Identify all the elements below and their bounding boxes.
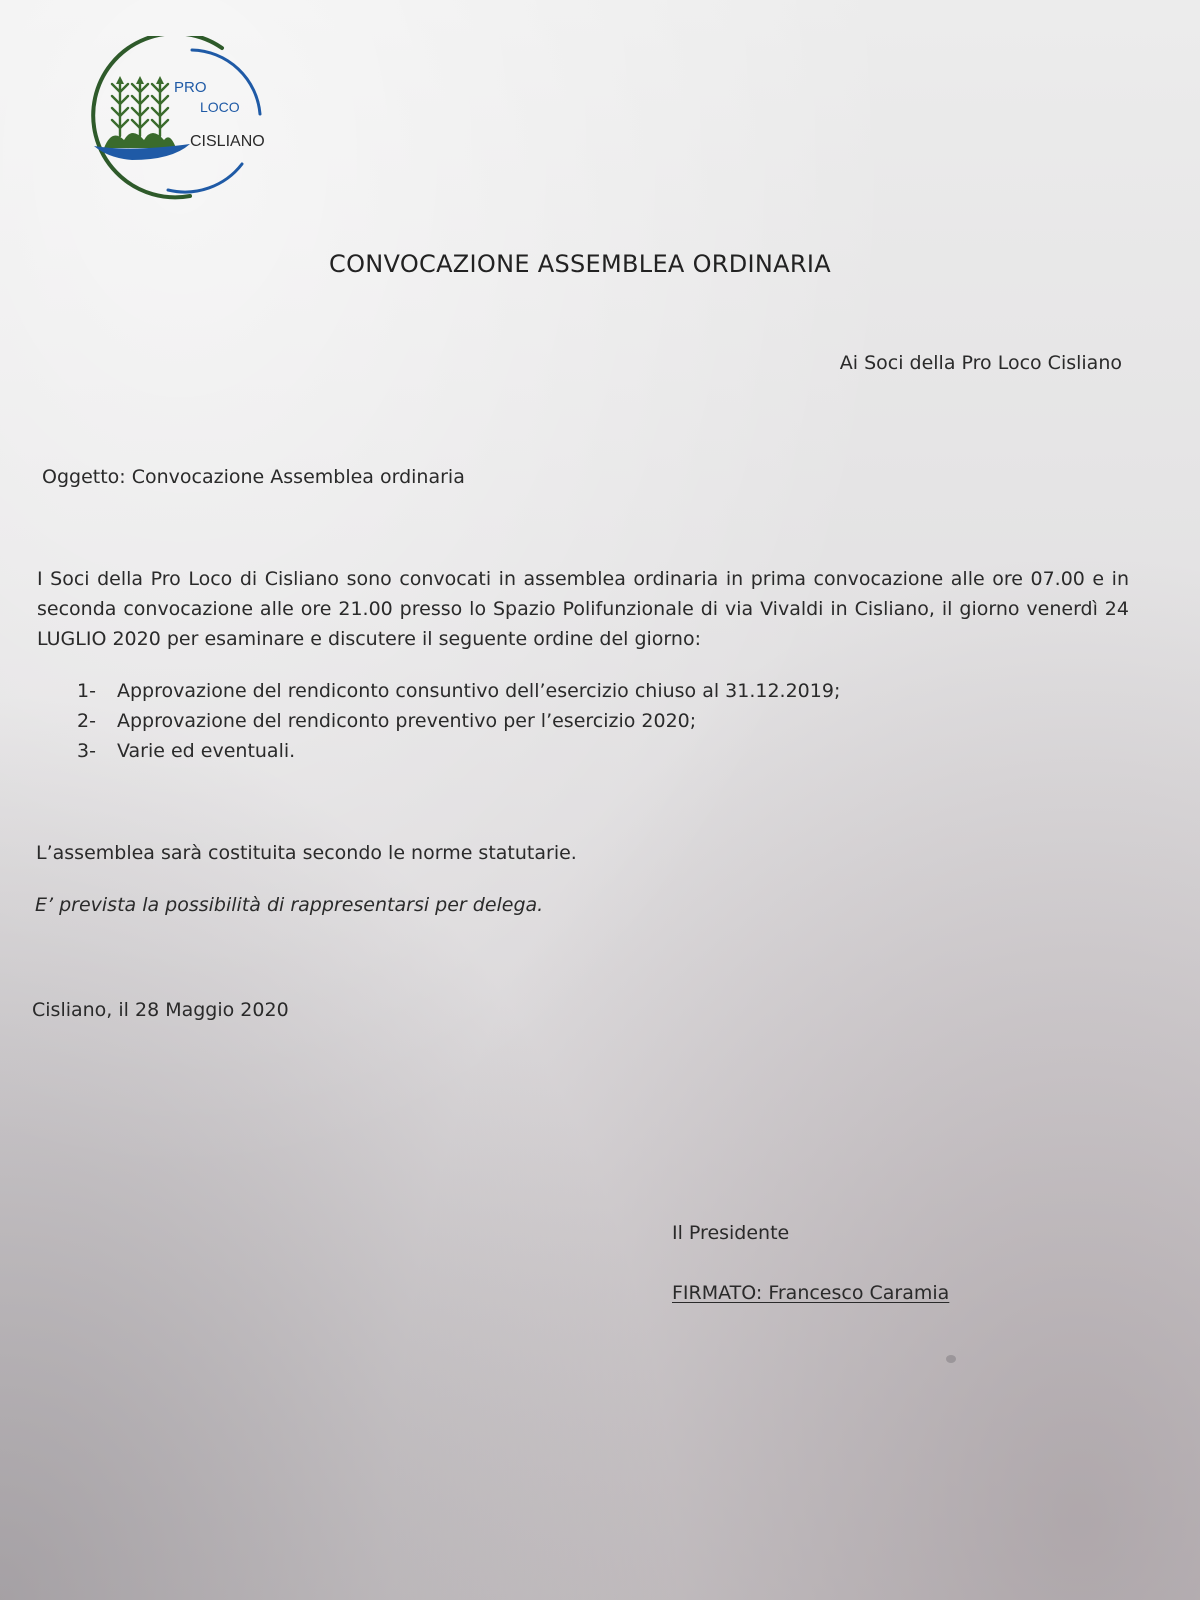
logo-text-loco: LOCO	[200, 99, 240, 115]
president-title: Il Presidente	[672, 1222, 790, 1244]
document-title: CONVOCAZIONE ASSEMBLEA ORDINARIA	[329, 250, 831, 278]
logo-text-cisliano: CISLIANO	[190, 133, 265, 150]
agenda-item-number: 2-	[77, 710, 96, 732]
agenda-item	[77, 736, 840, 766]
place-date: Cisliano, il 28 Maggio 2020	[32, 999, 289, 1021]
recipient-line: Ai Soci della Pro Loco Cisliano	[839, 352, 1122, 374]
pro-loco-logo	[72, 36, 292, 206]
delegation-note: E’ prevista la possibilità di rappresentarsi per delega.	[35, 894, 544, 916]
agenda-item	[77, 706, 840, 736]
logo-text-pro: PRO	[174, 79, 207, 96]
paper-smudge	[946, 1355, 956, 1363]
agenda-item-text: Varie ed eventuali.	[117, 740, 296, 762]
body-paragraph: I Soci della Pro Loco di Cisliano sono convocati in assemblea ordinaria in prima convocazione alle ore 07.00 e in seconda convocazione alle ore 21.00 presso lo Spazio Polifunzionale di via Vivaldi in Cisliano, il giorno venerdì 24 LUGLIO 2020 per esaminare e discutere il seguente ordine del giorno:	[37, 568, 1129, 650]
agenda-item-text: Approvazione del rendiconto preventivo per l’esercizio 2020;	[117, 710, 697, 732]
agenda-item	[77, 676, 840, 706]
agenda-item-text: Approvazione del rendiconto consuntivo dell’esercizio chiuso al 31.12.2019;	[117, 680, 841, 702]
subject-line: Oggetto: Convocazione Assemblea ordinaria	[42, 466, 465, 488]
agenda-item-number: 1-	[77, 680, 96, 702]
agenda-list	[77, 676, 840, 766]
agenda-item-number: 3-	[77, 740, 96, 762]
constitution-note: L’assemblea sarà costituita secondo le norme statutarie.	[36, 842, 577, 864]
signature-line: FIRMATO: Francesco Caramia	[672, 1282, 950, 1304]
